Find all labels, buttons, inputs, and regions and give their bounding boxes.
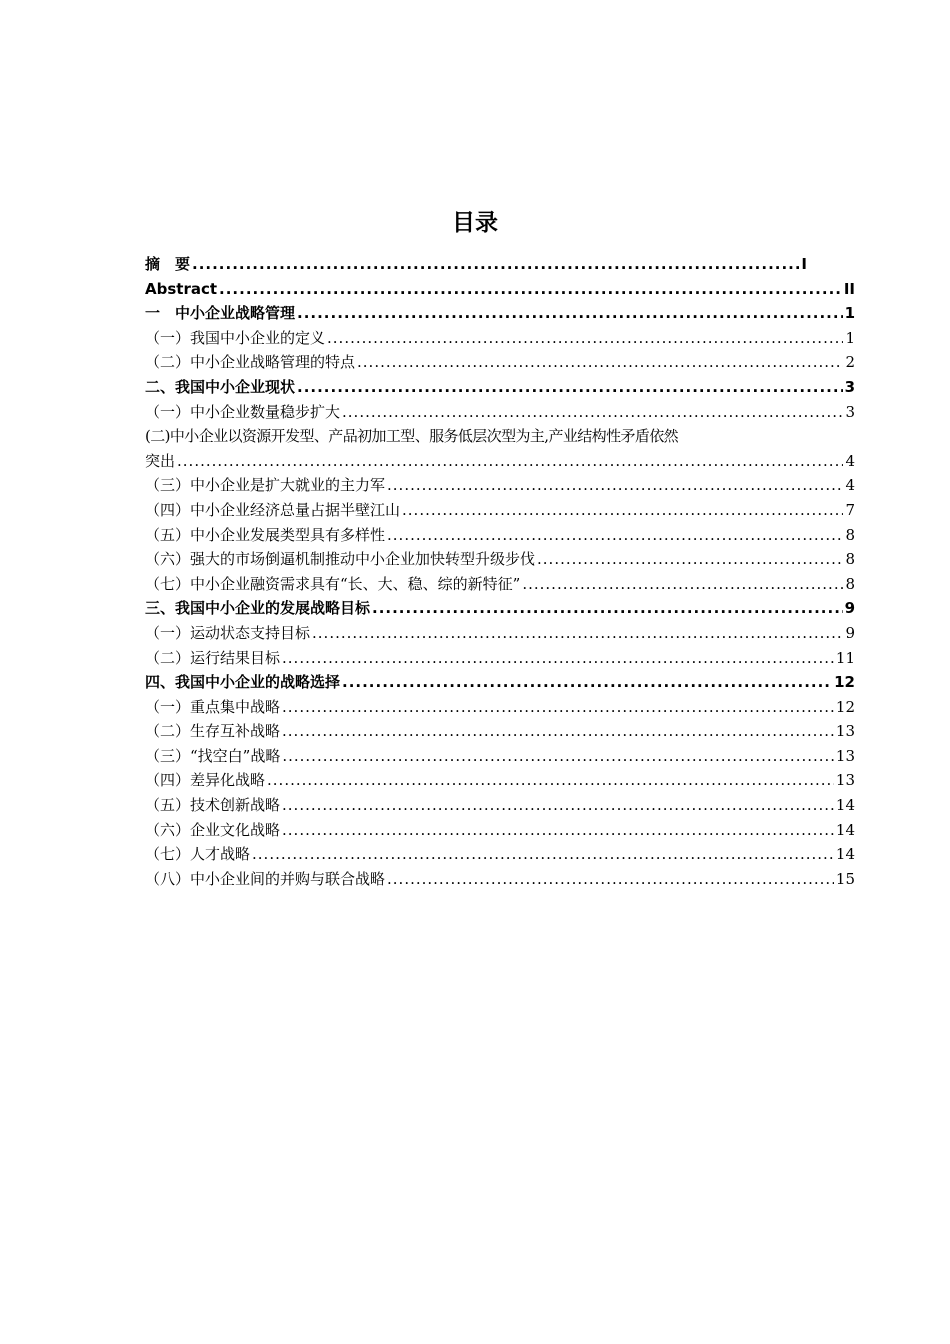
dot-leader (522, 572, 843, 597)
toc-entry-section[interactable] (145, 400, 855, 425)
dot-leader (327, 326, 843, 351)
toc-entry-abstract-cn[interactable] (145, 252, 807, 277)
toc-entry-label: （七）人才战略 (145, 845, 251, 864)
dot-leader (282, 744, 834, 769)
toc-entry-label: （三）中小企业是扩大就业的主力军 (145, 476, 386, 495)
toc-entry-section[interactable] (145, 867, 855, 892)
toc-entry-label: 三、我国中小企业的发展战略目标 (145, 599, 371, 618)
toc-entry-page: 1 (845, 328, 855, 347)
toc-entry-page: 7 (845, 500, 855, 519)
toc-entry-label: （二）运行结果目标 (145, 648, 281, 667)
toc-entry-page: 8 (845, 525, 855, 544)
toc-entry-page: 4 (845, 451, 855, 470)
dot-leader (297, 375, 843, 400)
toc-entry-label: （三）“找空白”战略 (145, 746, 281, 765)
toc-entry-section[interactable] (145, 768, 855, 793)
toc-entry-page: 15 (835, 869, 855, 888)
toc-entry-label: （六）企业文化战略 (145, 820, 281, 839)
toc-entry-page: 13 (835, 722, 855, 741)
dot-leader (357, 350, 843, 375)
toc-entry-section[interactable] (145, 719, 855, 744)
toc-entry-label: （二）生存互补战略 (145, 722, 281, 741)
toc-entry-page: 8 (845, 574, 855, 593)
toc-entry-section[interactable] (145, 572, 855, 597)
toc-entry-page: 9 (844, 599, 855, 618)
dot-leader (282, 793, 834, 818)
toc-entry-label: 四、我国中小企业的战略选择 (145, 673, 341, 692)
toc-entry-section[interactable] (145, 498, 855, 523)
toc-entry-chapter-2[interactable] (145, 375, 855, 400)
toc-entry-label: 一 中小企业战略管理 (145, 304, 296, 323)
toc-entry-page: 9 (845, 623, 855, 642)
toc-entry-section[interactable] (145, 350, 855, 375)
toc-entry-page: 14 (835, 845, 855, 864)
dot-leader (342, 670, 832, 695)
toc-entry-label: （六）强大的市场倒逼机制推动中小企业加快转型升级步伐 (145, 550, 536, 569)
toc-entry-chapter-1[interactable] (145, 301, 855, 326)
dot-leader (402, 498, 843, 523)
toc-entry-section[interactable] (145, 326, 855, 351)
dot-leader (192, 252, 799, 277)
toc-entry-section[interactable] (145, 744, 855, 769)
toc-entry-page: 2 (845, 353, 855, 372)
toc-entry-section[interactable] (145, 547, 855, 572)
toc-entry-section[interactable] (145, 695, 855, 720)
toc-entry-label-line2: 突出 (145, 451, 176, 470)
toc-entry-section[interactable] (145, 646, 855, 671)
toc-entry-page: 14 (835, 820, 855, 839)
toc-entry-page: 3 (845, 402, 855, 421)
toc-entry-chapter-4[interactable] (145, 670, 855, 695)
toc-entry-section[interactable] (145, 818, 855, 843)
toc-entry-label: Abstract (145, 279, 218, 298)
toc-entry-page: 12 (835, 697, 855, 716)
toc-entry-label: 摘 要 (145, 255, 191, 273)
dot-leader (177, 449, 843, 474)
toc-entry-page: II (843, 279, 855, 298)
dot-leader (387, 523, 843, 548)
toc-entry-page: 13 (835, 746, 855, 765)
toc-entry-section-wrapped[interactable] (145, 424, 855, 473)
dot-leader (372, 596, 843, 621)
dot-leader (387, 473, 843, 498)
dot-leader (387, 867, 834, 892)
toc-entry-page: 13 (835, 771, 855, 790)
toc-entry-page: 1 (844, 304, 855, 323)
toc-entry-section[interactable] (145, 842, 855, 867)
toc-entry-label: （五）中小企业发展类型具有多样性 (145, 525, 386, 544)
toc-entry-label: （四）差异化战略 (145, 771, 266, 790)
toc-entry-label: （四）中小企业经济总量占据半壁江山 (145, 500, 401, 519)
dot-leader (282, 646, 834, 671)
toc-entry-section[interactable] (145, 523, 855, 548)
toc-entry-page: I (801, 255, 807, 273)
toc-entry-label: （一）运动状态支持目标 (145, 623, 311, 642)
toc-entry-label: （一）我国中小企业的定义 (145, 328, 326, 347)
toc-entry-abstract-en[interactable] (145, 277, 855, 302)
toc-entry-chapter-3[interactable] (145, 596, 855, 621)
dot-leader (267, 768, 834, 793)
table-of-contents (145, 252, 855, 891)
toc-entry-section[interactable] (145, 793, 855, 818)
dot-leader (282, 695, 834, 720)
toc-entry-page: 3 (844, 377, 855, 396)
toc-entry-page: 12 (834, 673, 855, 692)
toc-entry-line2 (145, 449, 855, 474)
dot-leader (252, 842, 834, 867)
dot-leader (282, 818, 834, 843)
dot-leader (312, 621, 843, 646)
toc-entry-label: （一）重点集中战略 (145, 697, 281, 716)
toc-entry-section[interactable] (145, 621, 855, 646)
dot-leader (219, 277, 842, 302)
toc-entry-label: （七）中小企业融资需求具有“长、大、稳、综的新特征” (145, 574, 521, 593)
toc-entry-label: （五）技术创新战略 (145, 796, 281, 815)
toc-entry-label: 二、我国中小企业现状 (145, 377, 296, 396)
dot-leader (537, 547, 843, 572)
toc-entry-page: 8 (845, 550, 855, 569)
toc-entry-label-line1: (二)中小企业以资源开发型、产品初加工型、服务低层次型为主,产业结构性矛盾依然 (145, 427, 679, 446)
dot-leader (297, 301, 843, 326)
toc-entry-section[interactable] (145, 473, 855, 498)
toc-entry-label: （二）中小企业战略管理的特点 (145, 353, 356, 372)
toc-entry-page: 14 (835, 796, 855, 815)
dot-leader (282, 719, 834, 744)
toc-entry-page: 4 (845, 476, 855, 495)
toc-entry-page: 11 (835, 648, 855, 667)
toc-title: 目录 (452, 210, 498, 236)
toc-entry-label: （八）中小企业间的并购与联合战略 (145, 869, 386, 888)
dot-leader (342, 400, 843, 425)
toc-entry-label: （一）中小企业数量稳步扩大 (145, 402, 341, 421)
